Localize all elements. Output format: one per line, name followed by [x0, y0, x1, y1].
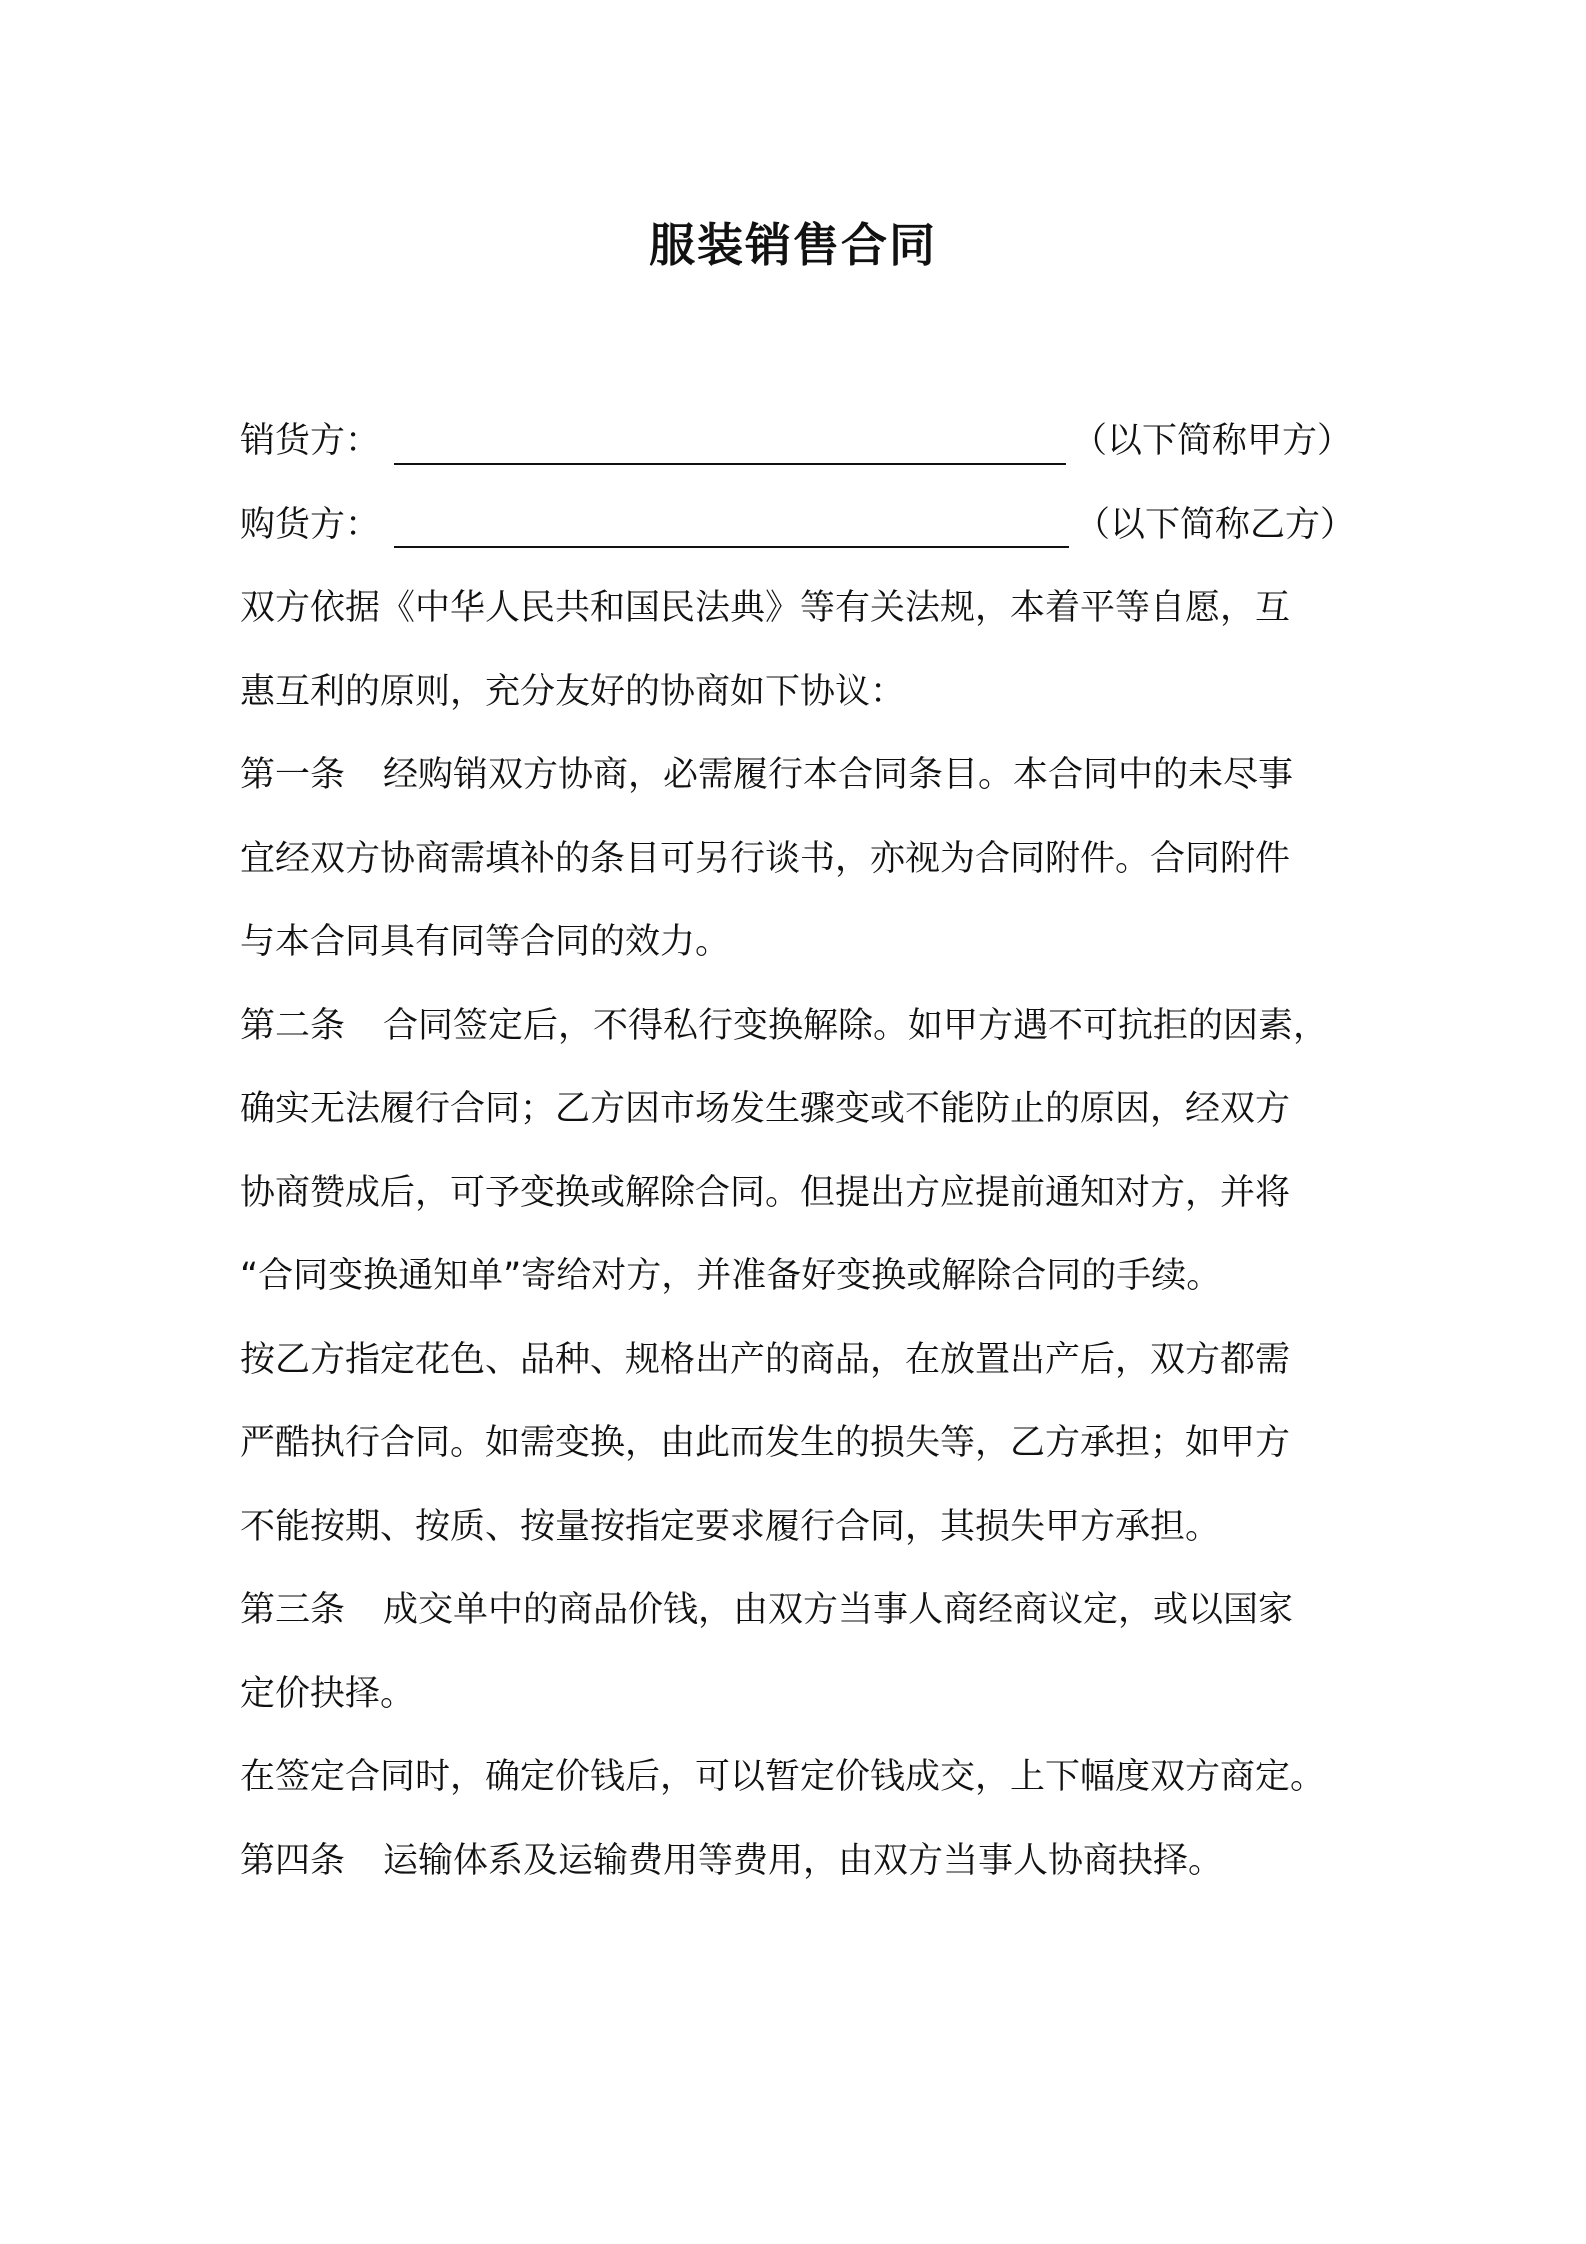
- article-2-text: 合同签定后，不得私行变换解除。如甲方遇不可抗拒的因素，: [383, 1005, 1329, 1046]
- article-2-text: 按乙方指定花色、品种、规格出产的商品，在放置出产后，双方都需: [240, 1339, 1291, 1380]
- article-1-line: [240, 734, 1355, 818]
- article-3-text: 成交单中的商品价钱，由双方当事人商经商议定，或以国家: [383, 1590, 1294, 1630]
- preamble-line: 惠互利的原则，充分友好的协商如下协议：: [240, 671, 906, 712]
- document-body: [240, 400, 1355, 1903]
- article-1-text: 经购销双方协商，必需履行本合同条目。本合同中的未尽事: [383, 755, 1294, 795]
- article-2-text: 不能按期、按质、按量按指定要求履行合同，其损失甲方承担。: [240, 1506, 1221, 1547]
- article-1-text: 与本合同具有同等合同的效力。: [240, 922, 731, 962]
- article-4-text: 运输体系及运输费用等费用，由双方当事人协商抉择。: [383, 1840, 1224, 1881]
- buyer-label: 购货方：: [240, 504, 381, 545]
- article-1-heading: 第一条: [240, 755, 346, 795]
- preamble-line: 双方依据《中华人民共和国民法典》等有关法规，本着平等自愿，互: [240, 588, 1291, 628]
- article-2-heading: 第二条: [240, 1005, 346, 1046]
- seller-note: （以下简称甲方）: [1072, 421, 1353, 461]
- article-3-heading: 第三条: [240, 1590, 346, 1630]
- article-2-line: [240, 985, 1355, 1069]
- buyer-note: （以下简称乙方）: [1074, 504, 1355, 545]
- article-3-line: [240, 1569, 1355, 1653]
- article-2-text: “合同变换通知单”寄给对方，并准备好变换或解除合同的手续。: [240, 1256, 1222, 1296]
- article-4-heading: 第四条: [240, 1840, 346, 1881]
- article-3-text: 定价抉择。: [240, 1673, 416, 1714]
- article-2-text: 确实无法履行合同；乙方因市场发生骤变或不能防止的原因，经双方: [240, 1089, 1291, 1129]
- document-title: 服装销售合同: [649, 218, 937, 272]
- seller-line: [240, 400, 1355, 484]
- seller-name-blank[interactable]: [394, 419, 1066, 465]
- buyer-name-blank[interactable]: [394, 502, 1069, 548]
- article-4-line: [240, 1820, 1355, 1904]
- article-2-text: 严酷执行合同。如需变换，由此而发生的损失等，乙方承担；如甲方: [240, 1423, 1291, 1463]
- article-2-text: 协商赞成后，可予变换或解除合同。但提出方应提前通知对方，并将: [240, 1172, 1291, 1213]
- article-1-text: 宜经双方协商需填补的条目可另行谈书，亦视为合同附件。合同附件: [240, 838, 1291, 879]
- buyer-line: [240, 484, 1355, 568]
- article-3-text: 在签定合同时，确定价钱后，可以暂定价钱成交，上下幅度双方商定。: [240, 1757, 1326, 1797]
- seller-label: 销货方：: [240, 421, 381, 461]
